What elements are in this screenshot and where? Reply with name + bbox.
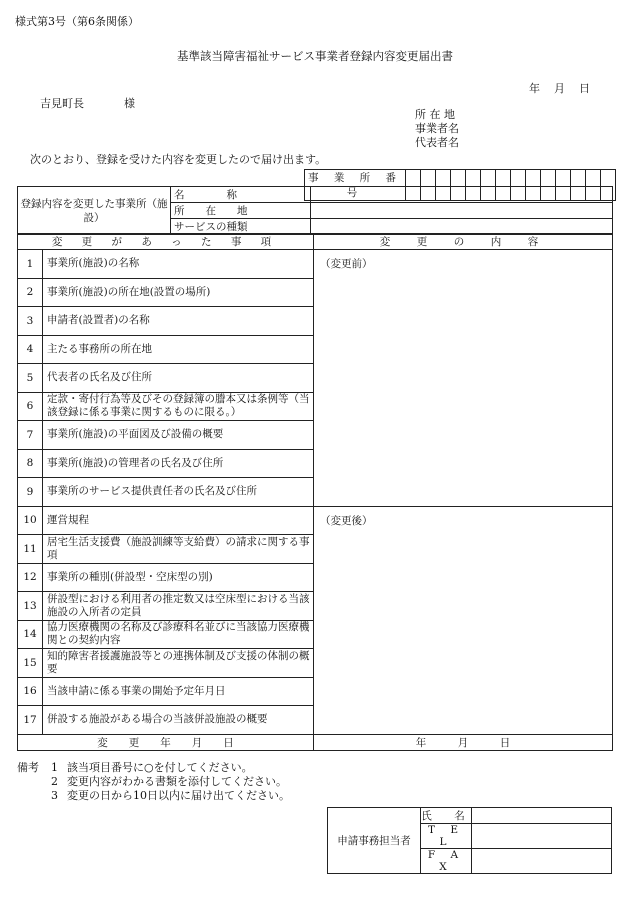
item-text: 主たる事務所の所在地 — [43, 335, 314, 364]
changes-table — [17, 233, 613, 751]
note-number: 2 — [51, 775, 58, 788]
office-address-label: 所 在 地 — [171, 203, 311, 219]
item-number[interactable]: 12 — [18, 563, 43, 592]
change-after-field[interactable] — [314, 506, 613, 734]
change-content-header: 変 更 の 内 容 — [314, 234, 613, 250]
item-number[interactable]: 3 — [18, 307, 43, 336]
item-text: 協力医療機関の名称及び診療科名並びに当該協力医療機関との契約内容 — [43, 620, 314, 649]
change-after-label: （変更後） — [320, 514, 373, 527]
date-year: 年 — [529, 82, 540, 95]
change-date-label: 変 更 年 月 日 — [18, 734, 314, 750]
office-number-label: 事 業 所 番 号 — [305, 170, 406, 201]
item-number[interactable]: 2 — [18, 278, 43, 307]
item-number[interactable]: 16 — [18, 677, 43, 706]
item-text: 運営規程 — [43, 506, 314, 535]
addressee-honorific: 様 — [124, 97, 135, 110]
item-number[interactable]: 4 — [18, 335, 43, 364]
submission-date — [515, 80, 590, 96]
item-text: 事業所(施設)の管理者の氏名及び住所 — [43, 449, 314, 478]
item-number[interactable]: 10 — [18, 506, 43, 535]
note-text: 変更内容がわかる書類を添付してください。 — [67, 775, 287, 788]
item-number[interactable]: 7 — [18, 421, 43, 450]
applicant-representative-label: 代表者名 — [415, 136, 459, 149]
office-info-table — [17, 186, 613, 235]
date-month: 月 — [554, 82, 565, 95]
item-text: 申請者(設置者)の名称 — [43, 307, 314, 336]
item-number[interactable]: 1 — [18, 250, 43, 279]
item-number[interactable]: 5 — [18, 364, 43, 393]
item-text: 事業所(施設)の名称 — [43, 250, 314, 279]
item-text: 代表者の氏名及び住所 — [43, 364, 314, 393]
applicant-block — [415, 108, 459, 150]
item-text: 事業所(施設)の平面図及び設備の概要 — [43, 421, 314, 450]
item-text: 併設する施設がある場合の当該併設施設の概要 — [43, 706, 314, 735]
document-title: 基準該当障害福祉サービス事業者登録内容変更届出書 — [177, 49, 453, 63]
note-text: 変更の日から10日以内に届け出てください。 — [67, 789, 290, 802]
contact-fax-label: F A X — [421, 849, 472, 874]
item-text: 定款・寄付行為等及びその登録簿の謄本又は条例等（当該登録に係る事業に関するものに限る。） — [43, 392, 314, 421]
item-text: 事業所の種別(併設型・空床型の別) — [43, 563, 314, 592]
contact-fax-field[interactable] — [472, 849, 612, 874]
form-number: 様式第3号（第6条関係） — [15, 15, 139, 28]
item-number[interactable]: 15 — [18, 649, 43, 678]
item-number[interactable]: 8 — [18, 449, 43, 478]
office-address-field[interactable] — [311, 203, 613, 219]
office-block-label: 登録内容を変更した事業所（施 設） — [18, 187, 171, 235]
note-number: 3 — [51, 789, 58, 802]
item-number[interactable]: 6 — [18, 392, 43, 421]
notes — [17, 761, 290, 803]
item-number[interactable]: 17 — [18, 706, 43, 735]
change-date-field[interactable]: 年 月 日 — [314, 734, 613, 750]
contact-tel-label: T E L — [421, 824, 472, 849]
contact-tel-field[interactable] — [472, 824, 612, 849]
item-number[interactable]: 14 — [18, 620, 43, 649]
item-text: 事業所のサービス提供責任者の氏名及び住所 — [43, 478, 314, 507]
intro-statement: 次のとおり、登録を受けた内容を変更したので届け出ます。 — [30, 153, 327, 166]
notes-label: 備考 — [17, 761, 39, 774]
contact-table — [327, 807, 612, 874]
applicant-address-label: 所 在 地 — [415, 108, 455, 121]
item-text: 居宅生活支援費（施設訓練等支給費）の請求に関する事項 — [43, 535, 314, 564]
date-day: 日 — [579, 82, 590, 95]
item-number[interactable]: 11 — [18, 535, 43, 564]
applicant-business-name-label: 事業者名 — [415, 122, 459, 135]
item-text: 当該申請に係る事業の開始予定年月日 — [43, 677, 314, 706]
item-text: 事業所(施設)の所在地(設置の場所) — [43, 278, 314, 307]
change-before-field[interactable] — [314, 250, 613, 507]
changed-items-header: 変 更 が あ っ た 事 項 — [18, 234, 314, 250]
office-name-label: 名 称 — [171, 187, 311, 203]
service-type-label: サービスの種類 — [171, 219, 311, 235]
contact-name-field[interactable] — [472, 808, 612, 824]
contact-name-label: 氏 名 — [421, 808, 472, 824]
addressee-name: 吉見町長 — [40, 97, 84, 110]
item-number[interactable]: 9 — [18, 478, 43, 507]
item-text: 併設型における利用者の推定数又は空床型における当該施設の入所者の定員 — [43, 592, 314, 621]
addressee — [40, 95, 135, 111]
change-before-label: （変更前） — [320, 258, 373, 270]
note-number: 1 — [51, 761, 58, 774]
item-text: 知的障害者援護施設等との連携体制及び支援の体制の概要 — [43, 649, 314, 678]
item-number[interactable]: 13 — [18, 592, 43, 621]
office-name-field[interactable] — [311, 187, 613, 203]
note-text: 該当項目番号に○を付してください。 — [67, 761, 253, 774]
contact-person-label: 申請事務担当者 — [328, 808, 421, 874]
